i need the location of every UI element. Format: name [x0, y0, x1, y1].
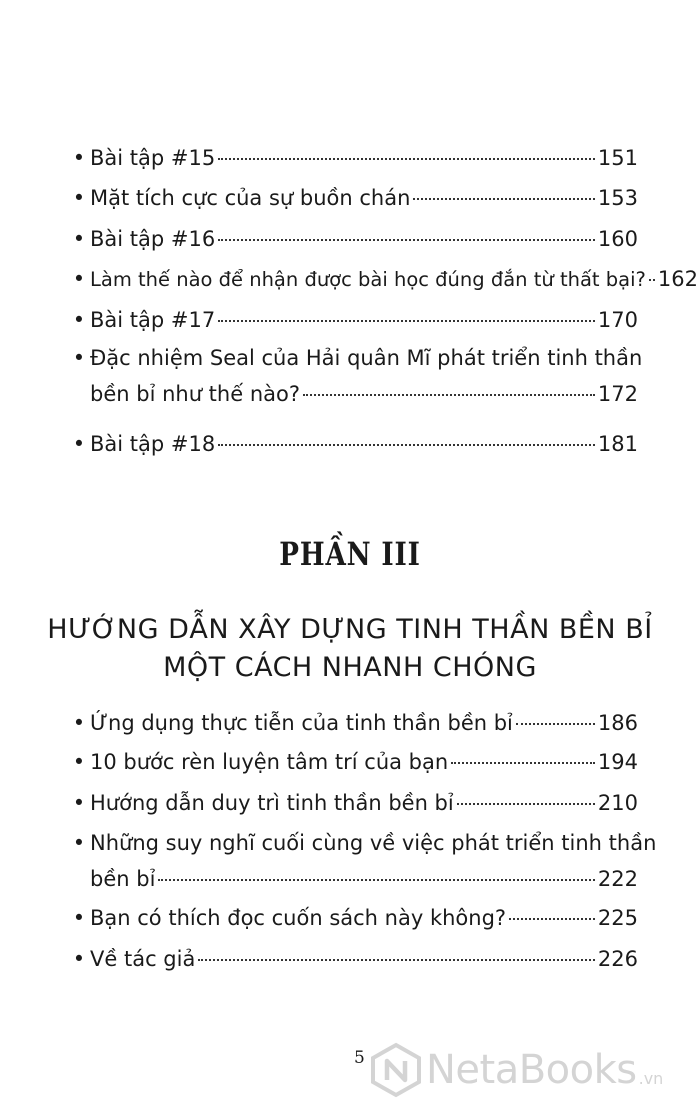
- bullet-icon: •: [72, 750, 86, 774]
- bullet-icon: •: [72, 267, 86, 291]
- bullet-icon: •: [72, 906, 86, 930]
- toc-entry-page: 162: [657, 267, 698, 291]
- bullet-icon: •: [72, 227, 86, 251]
- toc-entry-title: Bài tập #18: [90, 432, 216, 456]
- watermark: [368, 1042, 663, 1098]
- dot-leader: [516, 723, 595, 725]
- netabooks-logo-icon: [368, 1042, 424, 1098]
- page-number: 5: [354, 1048, 365, 1068]
- bullet-icon: •: [72, 791, 86, 815]
- bullet-icon: •: [72, 432, 86, 456]
- dot-leader: [218, 320, 595, 322]
- toc-entry-title: Về tác giả: [90, 947, 196, 971]
- toc-entry-page: 170: [597, 308, 638, 332]
- dot-leader: [218, 239, 595, 241]
- toc-entry-title: Bài tập #15: [90, 146, 216, 170]
- toc-entry-title-line1: Những suy nghĩ cuối cùng về việc phát triển tinh thần: [90, 831, 657, 855]
- section-title-line2: MỘT CÁCH NHANH CHÓNG: [163, 652, 537, 683]
- bullet-icon: •: [72, 346, 86, 370]
- dot-leader: [649, 279, 655, 281]
- part-label: PHẦN III: [279, 535, 421, 573]
- toc-entry-page: 181: [597, 432, 638, 456]
- toc-entry-page: 151: [597, 146, 638, 170]
- dot-leader: [303, 394, 595, 396]
- toc-entry-title: Bài tập #16: [90, 227, 216, 251]
- dot-leader: [198, 959, 595, 961]
- dot-leader: [457, 803, 595, 805]
- toc-entry-title: Hướng dẫn duy trì tinh thần bền bỉ: [90, 791, 454, 815]
- toc-entry-page: 222: [597, 867, 638, 891]
- toc-entry-page: 210: [597, 791, 638, 815]
- dot-leader: [158, 879, 595, 881]
- bullet-icon: •: [72, 308, 86, 332]
- bullet-icon: •: [72, 146, 86, 170]
- bullet-icon: •: [72, 947, 86, 971]
- toc-entry-title: Làm thế nào để nhận được bài học đúng đắn từ thất bại?: [90, 268, 646, 291]
- dot-leader: [218, 444, 595, 446]
- dot-leader: [218, 158, 595, 160]
- toc-entry-page: 194: [597, 750, 638, 774]
- section-title-line1: HƯỚNG DẪN XÂY DỰNG TINH THẦN BỀN BỈ: [47, 614, 653, 645]
- watermark-brand: NetaBooks: [426, 1047, 637, 1093]
- toc-entry-page: 186: [597, 711, 638, 735]
- toc-entry-title: Bạn có thích đọc cuốn sách này không?: [90, 906, 507, 930]
- dot-leader: [413, 198, 595, 200]
- toc-entry-title: Ứng dụng thực tiễn của tinh thần bền bỉ: [90, 711, 513, 735]
- toc-entry-page: 153: [597, 186, 638, 210]
- toc-entry-title: Mặt tích cực của sự buồn chán: [90, 186, 411, 210]
- toc-entry-title-line2: bền bỉ như thế nào?: [90, 382, 300, 406]
- bullet-icon: •: [72, 831, 86, 855]
- toc-entry-title: 10 bước rèn luyện tâm trí của bạn: [90, 750, 449, 774]
- toc-entry-title-line2: bền bỉ: [90, 867, 156, 891]
- toc-entry-page: 160: [597, 227, 638, 251]
- dot-leader: [509, 918, 595, 920]
- watermark-tld: .vn: [638, 1068, 664, 1088]
- toc-entry-title: Bài tập #17: [90, 308, 216, 332]
- toc-entry-page: 225: [597, 906, 638, 930]
- toc-entry-title-line1: Đặc nhiệm Seal của Hải quân Mĩ phát triển tinh thần: [90, 346, 643, 370]
- bullet-icon: •: [72, 186, 86, 210]
- toc-entry-page: 226: [597, 947, 638, 971]
- dot-leader: [451, 762, 595, 764]
- bullet-icon: •: [72, 711, 86, 735]
- toc-entry-page: 172: [597, 382, 638, 406]
